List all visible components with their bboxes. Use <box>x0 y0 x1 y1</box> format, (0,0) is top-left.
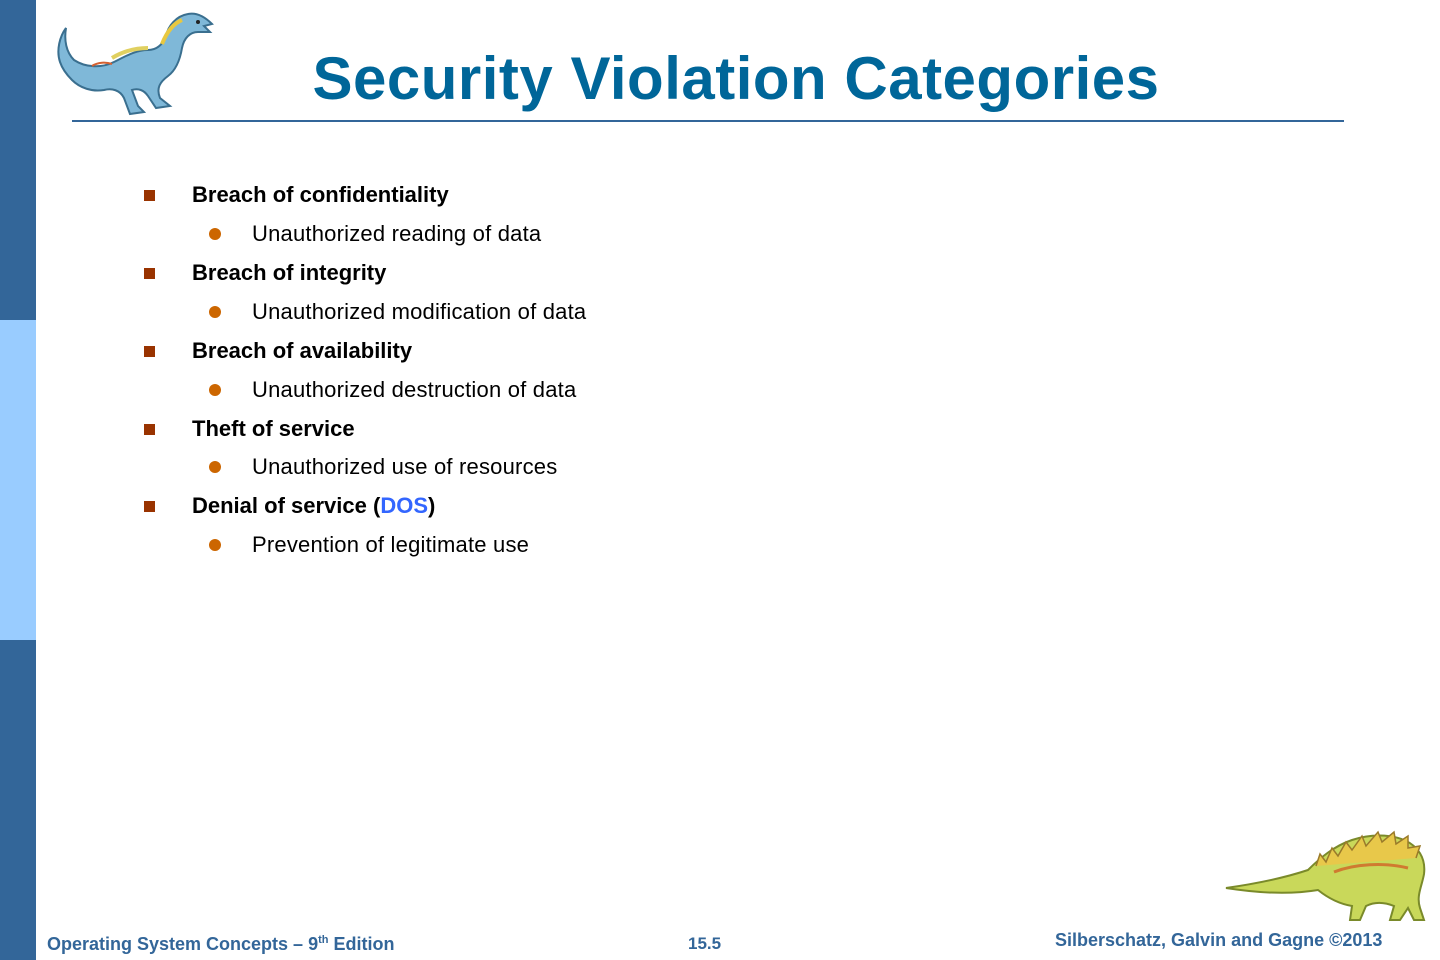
sub-list-item: Prevention of legitimate use <box>252 532 530 557</box>
square-bullet-icon <box>144 424 155 435</box>
page-number: 15.5 <box>688 934 722 953</box>
sub-list-item: Unauthorized reading of data <box>252 221 542 246</box>
footer-book-title <box>47 934 394 955</box>
round-bullet-icon <box>209 539 221 551</box>
list-item: Breach of integrity <box>192 260 387 285</box>
page-title: Security Violation Categories <box>312 45 1160 112</box>
square-bullet-icon <box>144 268 155 279</box>
footer-superscript: th <box>318 934 329 946</box>
list-item-text: Denial of service ( <box>192 493 381 518</box>
footer-book-title-end: Edition <box>328 934 395 954</box>
sidebar-band-middle <box>0 320 36 640</box>
sub-list-item: Unauthorized modification of data <box>252 299 587 324</box>
title-divider <box>72 120 1344 122</box>
sidebar-band-top <box>0 0 36 320</box>
list-item-text: ) <box>428 493 436 518</box>
list-item: Theft of service <box>192 416 355 441</box>
list-item <box>192 493 435 519</box>
round-bullet-icon <box>209 228 221 240</box>
square-bullet-icon <box>144 501 155 512</box>
round-bullet-icon <box>209 461 221 473</box>
sidebar-band-bottom <box>0 640 36 960</box>
sub-list-item: Unauthorized use of resources <box>252 454 558 479</box>
round-bullet-icon <box>209 306 221 318</box>
footer-authors: Silberschatz, Galvin and Gagne ©2013 <box>1055 930 1383 950</box>
acronym-highlight: DOS <box>380 493 428 518</box>
square-bullet-icon <box>144 190 155 201</box>
sub-list-item: Unauthorized destruction of data <box>252 377 577 402</box>
square-bullet-icon <box>144 346 155 357</box>
footer-book-title-text: Operating System Concepts – 9 <box>47 934 319 954</box>
list-item: Breach of confidentiality <box>192 182 449 207</box>
list-item: Breach of availability <box>192 338 413 363</box>
round-bullet-icon <box>209 384 221 396</box>
stegosaurus-icon <box>1224 822 1432 926</box>
dinosaur-icon <box>52 10 220 118</box>
